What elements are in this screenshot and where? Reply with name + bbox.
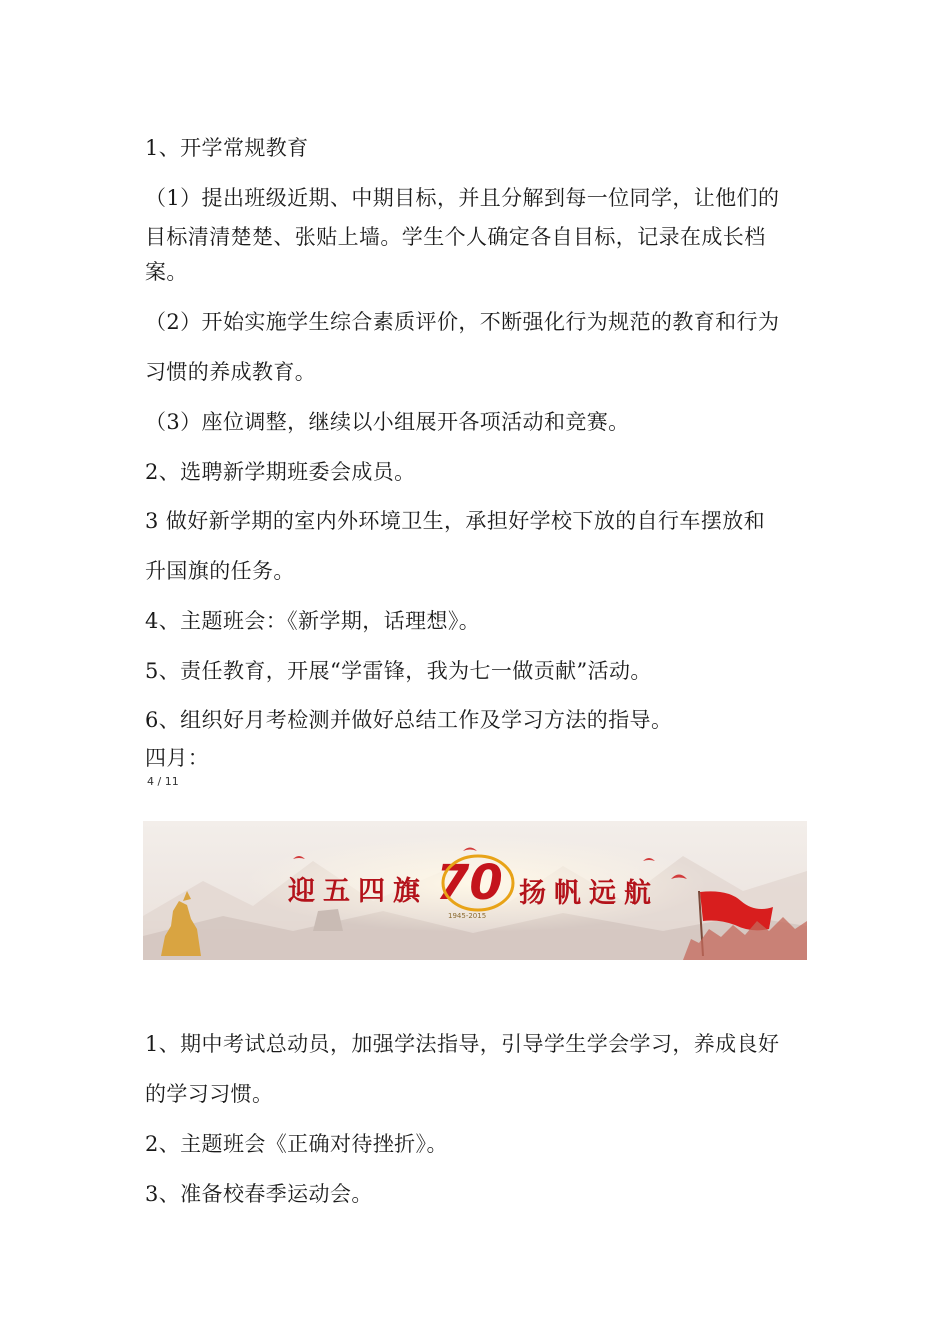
paragraph-line: 2、选聘新学期班委会成员。: [145, 460, 416, 484]
svg-text:1945-2015: 1945-2015: [448, 912, 487, 920]
page-number: 4 / 11: [147, 775, 179, 788]
paragraph-line: 目标清清楚楚、张贴上墙。学生个人确定各自目标，记录在成长档: [145, 225, 766, 249]
paragraph-line: 1、期中考试总动员，加强学法指导，引导学生学会学习，养成良好: [145, 1032, 780, 1056]
paragraph-line: 6、组织好月考检测并做好总结工作及学习方法的指导。: [145, 708, 673, 732]
banner-left-text: 迎五四旗: [288, 876, 428, 907]
paragraph-line: 3、准备校春季运动会。: [145, 1182, 373, 1206]
anniversary-emblem: [436, 855, 513, 920]
banner-image: [143, 821, 807, 960]
paragraph-line: 习惯的养成教育。: [145, 360, 317, 384]
paragraph-line: （2）开始实施学生综合素质评价，不断强化行为规范的教育和行为: [145, 310, 780, 334]
paragraph-line: 的学习习惯。: [145, 1082, 274, 1106]
paragraph-line: 5、责任教育，开展“学雷锋，我为七一做贡献”活动。: [145, 659, 652, 683]
item-heading-1: 1、开学常规教育: [145, 136, 309, 160]
paragraph-line: 升国旗的任务。: [145, 559, 295, 583]
paragraph-line: 4、主题班会：《新学期，话理想》。: [145, 609, 481, 633]
banner-right-text: 扬帆远航: [519, 878, 659, 909]
paragraph-line: 2、主题班会《正确对待挫折》。: [145, 1132, 448, 1156]
month-heading: 四月：: [145, 746, 210, 770]
paragraph-line: 3 做好新学期的室内外环境卫生，承担好学校下放的自行车摆放和: [145, 509, 766, 533]
paragraph-line: （1）提出班级近期、中期目标，并且分解到每一位同学，让他们的: [145, 186, 780, 210]
paragraph-line: （3）座位调整，继续以小组展开各项活动和竞赛。: [145, 410, 630, 434]
svg-text:70: 70: [436, 855, 503, 911]
paragraph-line: 案。: [145, 260, 188, 284]
